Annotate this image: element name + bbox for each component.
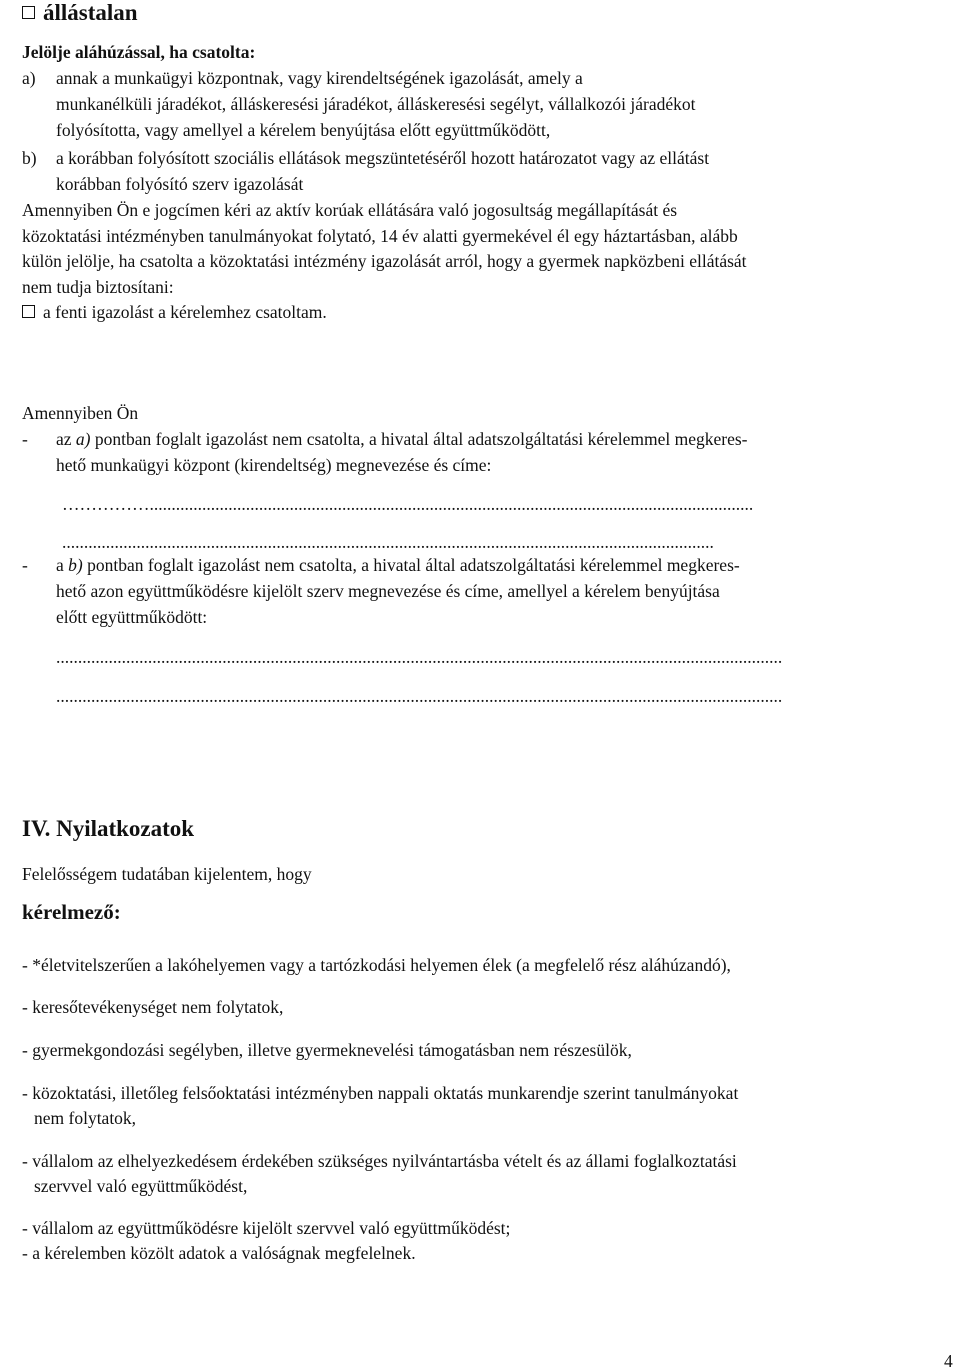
- point-a-rest: pontban foglalt igazolást nem csatolta, a hivatal által adatszolgáltatási kérelemmel megkeres-: [90, 429, 748, 449]
- item-a-line3: folyósította, vagy amellyel a kérelem benyújtása előtt együttműködött,: [56, 120, 551, 140]
- declaration-item-4-line1: - közoktatási, illetőleg felsőoktatási intézményben nappali oktatás munkarendje szerint tanulmányokat: [22, 1083, 739, 1103]
- declaration-item-6: - vállalom az együttműködésre kijelölt szervvel való együttműködést;: [22, 1218, 511, 1238]
- item-a-line2: munkanélküli járadékot, álláskeresési járadékot, álláskeresési segélyt, vállalkozói járadékot: [56, 94, 696, 114]
- checkbox-icon: [22, 6, 35, 19]
- page-number: 4: [944, 1351, 953, 1371]
- point-a-dotline1: ……………..........................................................................................................................................: [62, 494, 754, 514]
- declaration-item-2: - keresőtevékenységet nem folytatok,: [22, 997, 284, 1017]
- point-b-dotline1: ......................................................................................................................................................................: [56, 647, 783, 667]
- attach-heading: Jelölje aláhúzással, ha csatolta:: [22, 42, 256, 62]
- dash-a: -: [22, 429, 28, 449]
- declaration-intro: Felelősségem tudatában kijelentem, hogy: [22, 864, 312, 884]
- point-a-dotline2: .....................................................................................................................................................: [62, 532, 714, 552]
- point-b-line2: hető azon együttműködésre kijelölt szerv megnevezése és címe, amellyel a kérelem benyújtása: [56, 581, 720, 601]
- point-b-line1: [56, 555, 740, 576]
- point-b-line3: előtt együttműködött:: [56, 607, 208, 627]
- item-b-marker: b): [22, 148, 37, 168]
- allastalan-option: [22, 0, 138, 26]
- fenti-igazolas-label: a fenti igazolást a kérelemhez csatoltam.: [43, 302, 327, 322]
- item-a-line1: annak a munkaügyi központnak, vagy kirendeltségének igazolását, amely a: [56, 68, 583, 88]
- item-b-line1: a korábban folyósított szociális ellátások megszüntetéséről hozott határozatot vagy az ellátást: [56, 148, 710, 168]
- amennyiben-line2: közoktatási intézményben tanulmányokat folytató, 14 év alatti gyermekével él egy háztartásban, alább: [22, 226, 738, 246]
- point-a-line2: hető munkaügyi központ (kirendeltség) megnevezése és címe:: [56, 455, 492, 475]
- section-title: IV. Nyilatkozatok: [22, 816, 195, 841]
- amennyiben-line4: nem tudja biztosítani:: [22, 277, 174, 297]
- declaration-item-1: - *életvitelszerűen a lakóhelyemen vagy a tartózkodási helyemen élek (a megfelelő rész aláhúzandó),: [22, 955, 731, 975]
- declaration-item-5-line1: - vállalom az elhelyezkedésem érdekében szükséges nyilvántartásba vételt és az állami foglalkoztatási: [22, 1151, 737, 1171]
- fenti-igazolas-option[interactable]: [22, 302, 327, 323]
- amennyiben-line3: külön jelölje, ha csatolta a közoktatási intézmény igazolását arról, hogy a gyermek napközbeni ellátását: [22, 251, 747, 271]
- amennyiben-line1: Amennyiben Ön e jogcímen kéri az aktív korúak ellátására való jogosultság megállapítását és: [22, 200, 678, 220]
- point-a-line1: [56, 429, 747, 450]
- declaration-item-3: - gyermekgondozási segélyben, illetve gyermeknevelési támogatásban nem részesülök,: [22, 1040, 632, 1060]
- amennyiben-on: Amennyiben Ön: [22, 403, 139, 423]
- declaration-item-7: - a kérelemben közölt adatok a valóságnak megfelelnek.: [22, 1243, 416, 1263]
- declaration-item-5-line2: szervvel való együttműködést,: [34, 1176, 248, 1196]
- point-b-dotline2: ......................................................................................................................................................................: [56, 686, 783, 706]
- point-b-rest: pontban foglalt igazolást nem csatolta, a hivatal által adatszolgáltatási kérelemmel megkeres-: [82, 555, 740, 575]
- allastalan-label: állástalan: [43, 0, 138, 25]
- item-b-line2: korábban folyósító szerv igazolását: [56, 174, 304, 194]
- kerelmezo-label: kérelmező:: [22, 900, 121, 924]
- dash-b: -: [22, 555, 28, 575]
- point-b-prefix: a: [56, 555, 69, 575]
- declaration-item-4-line2: nem folytatok,: [34, 1108, 137, 1128]
- point-b-marker: b): [68, 555, 83, 575]
- point-a-marker: a): [75, 429, 91, 449]
- item-a-marker: a): [22, 68, 36, 88]
- checkbox-icon[interactable]: [22, 305, 35, 318]
- point-a-prefix: az: [56, 429, 76, 449]
